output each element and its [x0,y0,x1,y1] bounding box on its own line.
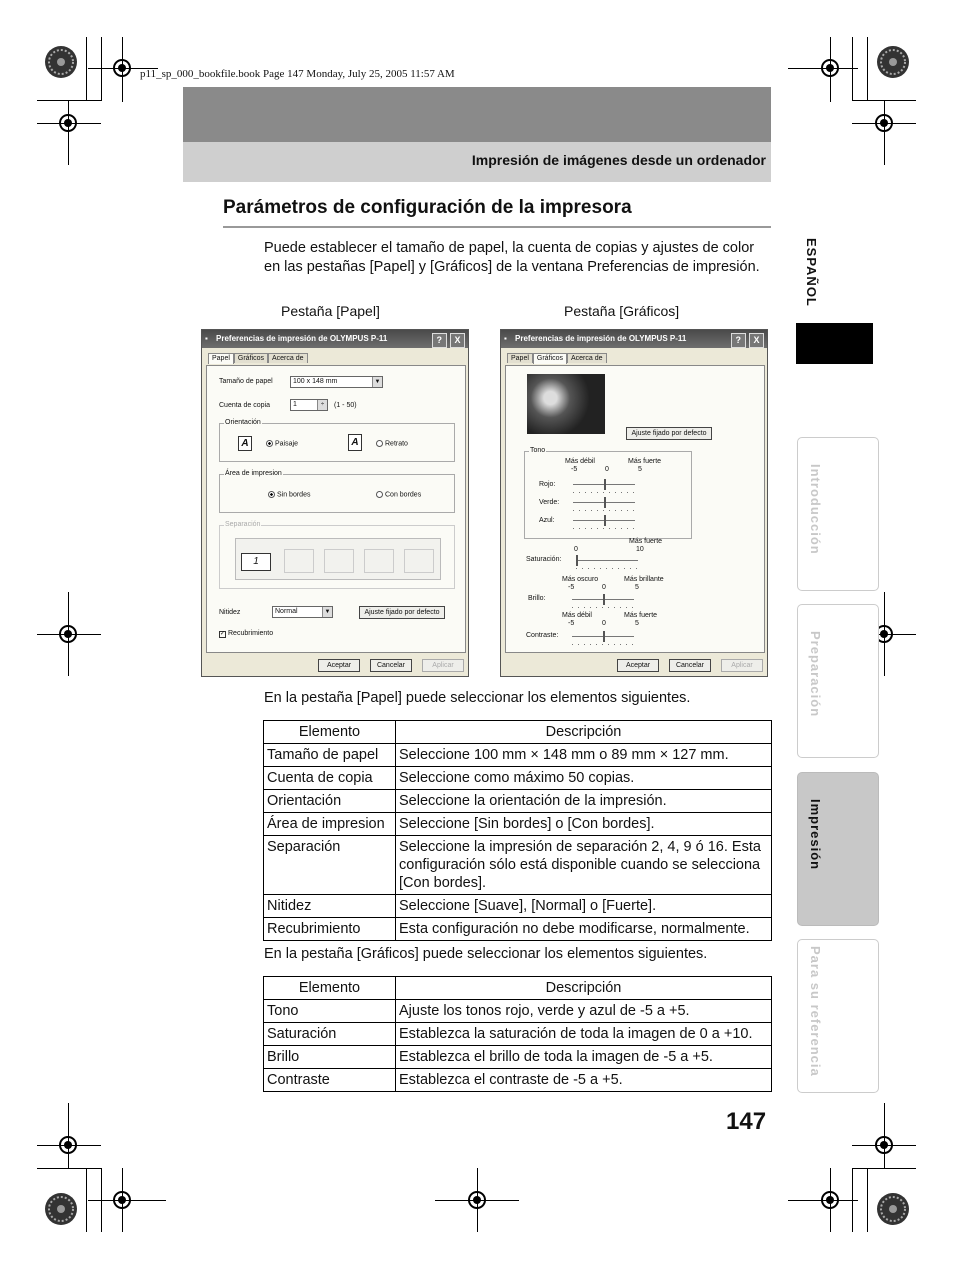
dialog-titlebar [202,330,468,348]
paper-size-label: Tamaño de papel [219,378,273,385]
section-title: Parámetros de configuración de la impresora [223,197,632,218]
paper-dialog [201,329,469,677]
radio-off-icon [376,440,383,447]
radio-off-icon [376,491,383,498]
copies-stepper[interactable]: 1 ÷ [290,399,328,411]
portrait-icon: A [348,434,362,451]
table-cell-desc: Seleccione como máximo 50 copias. [396,767,772,790]
caption-graphics: Pestaña [Gráficos] [564,303,680,319]
red-slider[interactable] [573,484,635,485]
table-cell-item: Tono [264,1000,396,1023]
table-row [264,790,772,813]
tone-label: Tono [530,447,546,454]
table-cell-item: Nitidez [264,895,396,918]
table-row [264,1000,772,1023]
table-header-desc: Descripción [396,721,772,744]
contrast-slider[interactable] [572,636,634,637]
table-cell-item: Orientación [264,790,396,813]
table-cell-item: Separación [264,836,396,895]
contrast-weaker-label: Más débil [562,612,592,619]
table-header-row [264,721,772,744]
default-settings-button[interactable]: Ajuste fijado por defecto [359,606,445,619]
table-row [264,1023,772,1046]
tone-stronger-label: Más fuerte [628,458,662,465]
borderless-radio[interactable]: Sin bordes [268,491,310,498]
red-label: Rojo: [539,481,556,488]
table-cell-desc: Esta configuración no debe modificarse, normalmente. [396,918,772,941]
language-tab-marker [796,323,873,364]
slider-thumb[interactable] [603,631,605,642]
index-tab-introduccion[interactable]: Introducción [797,437,879,591]
cancel-button[interactable]: Cancelar [370,659,412,672]
help-button[interactable]: ? [432,333,447,348]
portrait-radio[interactable]: Retrato [376,440,408,447]
graphics-table [263,976,772,1092]
table-header-item: Elemento [264,977,396,1000]
paper-table-intro: En la pestaña [Papel] puede seleccionar los elementos siguientes. [264,690,691,706]
paper-panel [206,365,466,653]
separation-group [219,521,455,589]
caption-paper: Pestaña [Papel] [281,303,380,319]
overlap-checkbox[interactable]: ✓ Recubrimiento [220,630,274,637]
slider-thumb[interactable] [604,497,606,508]
table-cell-desc: Establezca el brillo de toda la imagen de -5 a +5. [396,1046,772,1069]
slider-ticks [573,510,635,511]
landscape-radio[interactable]: Paisaje [266,440,298,447]
table-cell-desc: Establezca la saturación de toda la imagen de 0 a +10. [396,1023,772,1046]
table-cell-desc: Establezca el contraste de -5 a +5. [396,1069,772,1092]
paper-size-select[interactable]: 100 x 148 mm ▼ [290,376,383,388]
graphics-panel [505,365,765,653]
separation-1[interactable]: 1 [241,553,271,571]
slider-thumb[interactable] [604,479,606,490]
page-number: 147 [726,1108,767,1135]
bordered-radio[interactable]: Con bordes [376,491,421,498]
checkbox-checked-icon: ✓ [220,631,226,637]
brightness-slider[interactable] [572,599,634,600]
close-button[interactable]: X [749,333,764,348]
table-row [264,836,772,895]
preview-image [527,374,605,434]
ok-button[interactable]: Aceptar [617,659,659,672]
table-row [264,895,772,918]
header-title: Impresión de imágenes desde un ordenador [471,152,766,168]
default-settings-button[interactable]: Ajuste fijado por defecto [626,427,712,440]
table-row [264,1046,772,1069]
table-row [264,744,772,767]
contrast-max: 5 [635,620,639,627]
table-header-row [264,977,772,1000]
tab-paper[interactable]: Papel [507,353,533,363]
apply-button[interactable]: Aplicar [721,659,763,672]
table-cell-desc: Seleccione [Suave], [Normal] o [Fuerte]. [396,895,772,918]
copies-label: Cuenta de copia [219,402,270,409]
table-header-item: Elemento [264,721,396,744]
table-cell-item: Contraste [264,1069,396,1092]
brightness-max: 5 [635,584,639,591]
orientation-label: Orientación [225,419,261,426]
contrast-label: Contraste: [526,632,559,639]
dialog-title: Preferencias de impresión de OLYMPUS P-11 [216,334,388,343]
slider-ticks [572,644,634,645]
separation-4[interactable] [324,549,354,573]
sat-stronger-label: Más fuerte [629,538,663,545]
chevron-down-icon: ▼ [322,607,332,617]
language-label: ESPAÑOL [804,238,819,307]
green-label: Verde: [539,499,560,506]
sat-max: 10 [636,546,644,553]
separation-16[interactable] [404,549,434,573]
index-tab-referencia[interactable]: Para su referencia [797,939,879,1093]
separation-label: Separación [225,521,261,528]
table-cell-item: Cuenta de copia [264,767,396,790]
tone-max: 5 [638,466,642,473]
sat-min: 0 [574,546,578,553]
stepper-icon: ÷ [317,400,327,410]
tab-bar [507,353,607,364]
tone-min: -5 [571,466,578,473]
saturation-label: Saturación: [526,556,562,563]
separation-options [235,538,441,580]
table-cell-item: Saturación [264,1023,396,1046]
print-area-label: Área de impresion [225,470,282,477]
table-cell-desc: Seleccione 100 mm × 148 mm o 89 mm × 127 mm. [396,744,772,767]
dialog-title: Preferencias de impresión de OLYMPUS P-11 [515,334,687,343]
tab-bar [208,353,308,364]
table-cell-desc: Ajuste los tonos rojo, verde y azul de -5 a +5. [396,1000,772,1023]
landscape-icon: A [238,436,252,451]
slider-ticks [573,492,635,493]
tab-graphics[interactable]: Gráficos [234,353,268,363]
tab-graphics[interactable]: Gráficos [533,353,567,364]
table-cell-item: Tamaño de papel [264,744,396,767]
table-row [264,813,772,836]
green-slider[interactable] [573,502,635,503]
table-cell-desc: Seleccione la impresión de separación 2, 4, 9 ó 16. Esta configuración sólo está disponible cuando se selecciona [Con bordes]. [396,836,772,895]
graphics-dialog [500,329,768,677]
separation-9[interactable] [364,549,394,573]
tone-zero: 0 [605,466,609,473]
contrast-min: -5 [568,620,575,627]
tab-about[interactable]: Acerca de [268,353,308,363]
brightness-label: Brillo: [528,595,546,602]
table-cell-item: Área de impresion [264,813,396,836]
slider-ticks [572,607,634,608]
radio-on-icon [266,440,273,447]
section-rule [223,226,771,228]
brightness-zero: 0 [602,584,606,591]
table-cell-desc: Seleccione [Sin bordes] o [Con bordes]. [396,813,772,836]
graphics-table-intro: En la pestaña [Gráficos] puede seleccionar los elementos siguientes. [264,946,708,962]
radio-on-icon [268,491,275,498]
slider-ticks [576,568,638,569]
blue-slider[interactable] [573,520,635,521]
tab-about[interactable]: Acerca de [567,353,607,363]
slider-thumb[interactable] [603,594,605,605]
brightness-darker-label: Más oscuro [562,576,599,583]
sharpness-select[interactable]: Normal ▼ [272,606,333,618]
table-cell-desc: Seleccione la orientación de la impresión. [396,790,772,813]
tab-paper[interactable]: Papel [208,353,234,364]
close-button[interactable]: X [450,333,465,348]
blue-label: Azul: [539,517,555,524]
table-row [264,767,772,790]
header-band [183,87,771,142]
table-cell-item: Recubrimiento [264,918,396,941]
slider-thumb[interactable] [604,515,606,526]
printer-icon: ▪ [205,334,208,343]
file-stamp: p11_sp_000_bookfile.book Page 147 Monday, July 25, 2005 11:57 AM [140,68,455,80]
table-row [264,1069,772,1092]
tone-weaker-label: Más débil [565,458,595,465]
slider-ticks [573,528,635,529]
intro-text: Puede establecer el tamaño de papel, la cuenta de copias y ajustes de color en las pestañas [Papel] y [Gráficos] de la ventana Preferencias de impresión. [264,240,760,275]
index-tab-preparacion[interactable]: Preparación [797,604,879,758]
printer-icon: ▪ [504,334,507,343]
sharpness-label: Nitidez [219,609,241,616]
table-row [264,918,772,941]
print-area-group [219,470,455,513]
cancel-button[interactable]: Cancelar [669,659,711,672]
tone-group [524,447,692,539]
dialog-titlebar [501,330,767,348]
paper-table [263,720,772,941]
index-tab-impresion[interactable]: Impresión [797,772,879,926]
apply-button[interactable]: Aplicar [422,659,464,672]
slider-thumb[interactable] [576,555,578,566]
contrast-stronger-label: Más fuerte [624,612,658,619]
brightness-min: -5 [568,584,575,591]
saturation-slider[interactable] [576,560,638,561]
help-button[interactable]: ? [731,333,746,348]
copies-range: (1 - 50) [334,402,357,409]
contrast-zero: 0 [602,620,606,627]
chevron-down-icon: ▼ [372,377,382,387]
separation-2[interactable] [284,549,314,573]
table-cell-item: Brillo [264,1046,396,1069]
table-header-desc: Descripción [396,977,772,1000]
brightness-brighter-label: Más brillante [624,576,664,583]
ok-button[interactable]: Aceptar [318,659,360,672]
orientation-group [219,419,455,462]
